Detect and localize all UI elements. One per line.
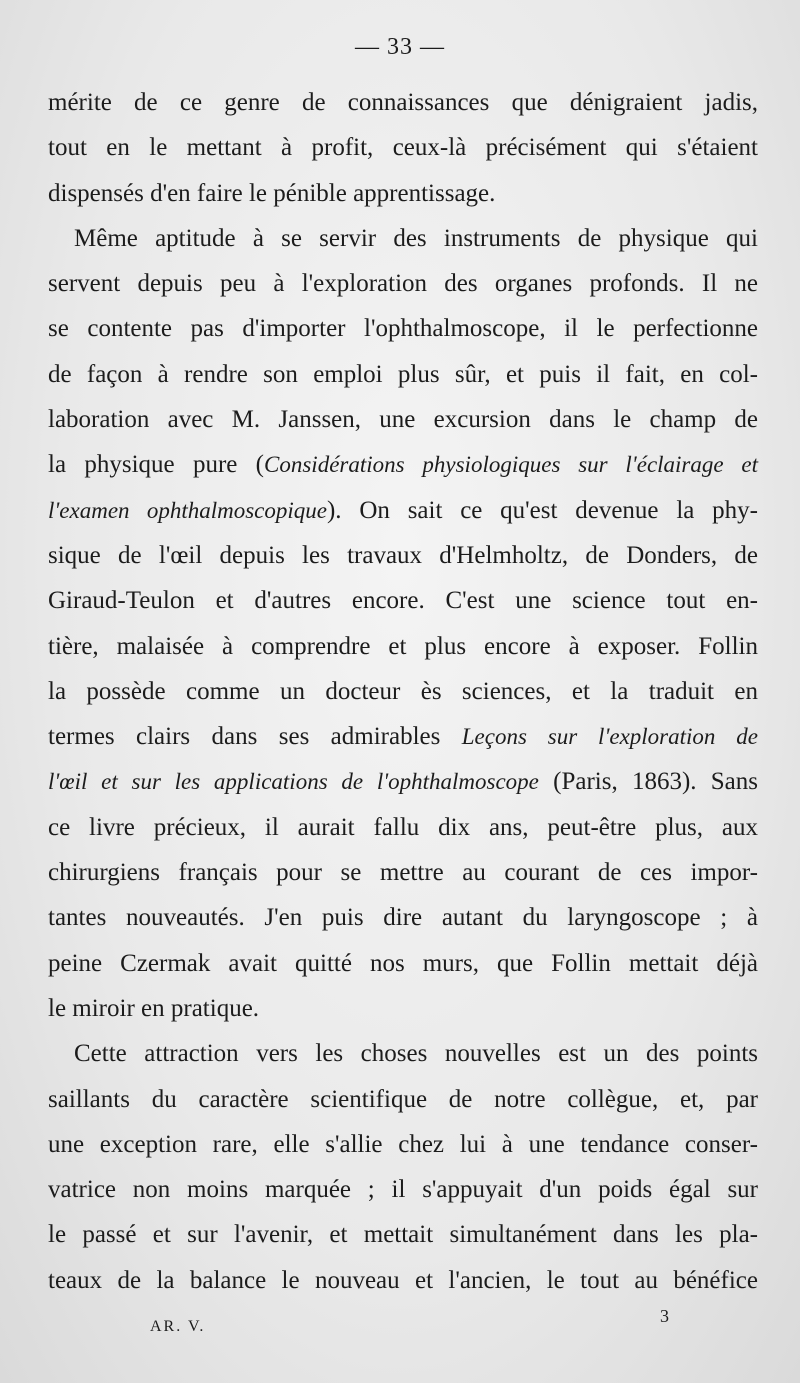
text-line (48, 1212, 758, 1257)
text-line (48, 80, 758, 125)
text-line (48, 442, 758, 487)
text-segment: tout en le mettant à profit, ceux-là précisément qui s'étaient (48, 134, 758, 162)
text-segment: saillants du caractère scientifique de notre collègue, et, par (48, 1085, 758, 1113)
text-line (48, 1031, 758, 1076)
text-segment: chirurgiens français pour se mettre au courant de ces impor- (48, 859, 758, 887)
text-segment: le passé et sur l'avenir, et mettait simultanément dans les pla- (48, 1221, 758, 1249)
body-text (48, 80, 758, 1303)
text-line (48, 1077, 758, 1122)
text-segment: le miroir en pratique. (48, 994, 260, 1022)
text-line (48, 1167, 758, 1212)
text-line (48, 669, 758, 714)
text-segment: tière, malaisée à comprendre et plus encore à exposer. Follin (48, 632, 758, 660)
text-line (48, 895, 758, 940)
text-line (48, 171, 758, 216)
text-segment: dispensés d'en faire le pénible apprentissage. (48, 179, 496, 207)
text-segment: teaux de la balance le nouveau et l'ancien, le tout au bénéfice (48, 1266, 758, 1294)
text-segment: sique de l'œil depuis les travaux d'Helmholtz, de Donders, de (48, 541, 758, 569)
text-segment: la possède comme un docteur ès sciences, et la traduit en (48, 677, 758, 705)
text-segment: la physique pure ( (48, 451, 265, 479)
text-segment: Même aptitude à se servir des instruments de physique qui (74, 224, 758, 252)
text-segment: ). On sait ce qu'est devenue la phy- (326, 496, 758, 524)
italic-segment: l'examen ophthalmoscopique (48, 497, 327, 523)
text-segment: ce livre précieux, il aurait fallu dix ans, peut-être plus, aux (48, 813, 758, 841)
page-number: — 33 — (355, 34, 445, 60)
italic-segment: Leçons sur l'exploration de (461, 724, 758, 750)
text-segment: tantes nouveautés. J'en puis dire autant du laryngoscope ; à (48, 904, 758, 932)
text-line (48, 805, 758, 850)
printer-signature: AR. V. (150, 1318, 206, 1335)
text-line (48, 125, 758, 170)
text-segment: de façon à rendre son emploi plus sûr, et puis il fait, en col- (48, 360, 758, 388)
text-line (48, 306, 758, 351)
text-line (48, 533, 758, 578)
text-line (48, 714, 758, 759)
text-line (48, 397, 758, 442)
text-segment: vatrice non moins marquée ; il s'appuyait d'un poids égal sur (48, 1176, 758, 1204)
text-segment: Cette attraction vers les choses nouvelles est un des points (74, 1040, 758, 1068)
text-line (48, 624, 758, 669)
text-segment: servent depuis peu à l'exploration des organes profonds. Il ne (48, 270, 758, 298)
sheet-number: 3 (660, 1306, 669, 1326)
text-line (48, 578, 758, 623)
text-segment: se contente pas d'importer l'ophthalmoscope, il le perfectionne (48, 315, 758, 343)
text-line (48, 850, 758, 895)
text-line (48, 941, 758, 986)
text-line (48, 261, 758, 306)
italic-segment: l'œil et sur les applications de l'ophthalmoscope (48, 769, 539, 795)
text-line (48, 488, 758, 533)
italic-segment: Considérations physiologiques sur l'éclairage et (264, 452, 759, 478)
text-line (48, 1258, 758, 1303)
text-segment: mérite de ce genre de connaissances que dénigraient jadis, (48, 89, 758, 116)
text-segment: peine Czermak avait quitté nos murs, que Follin mettait déjà (48, 949, 758, 977)
text-segment: Giraud-Teulon et d'autres encore. C'est une science tout en- (48, 587, 758, 615)
text-line (48, 1122, 758, 1167)
text-segment: (Paris, 1863). Sans (538, 768, 758, 796)
text-line (48, 986, 758, 1031)
text-segment: laboration avec M. Janssen, une excursion dans le champ de (48, 406, 758, 434)
text-segment: termes clairs dans ses admirables (48, 723, 462, 751)
text-segment: une exception rare, elle s'allie chez lui à une tendance conser- (48, 1130, 758, 1158)
text-line (48, 352, 758, 397)
text-line (48, 216, 758, 261)
text-line (48, 759, 758, 804)
